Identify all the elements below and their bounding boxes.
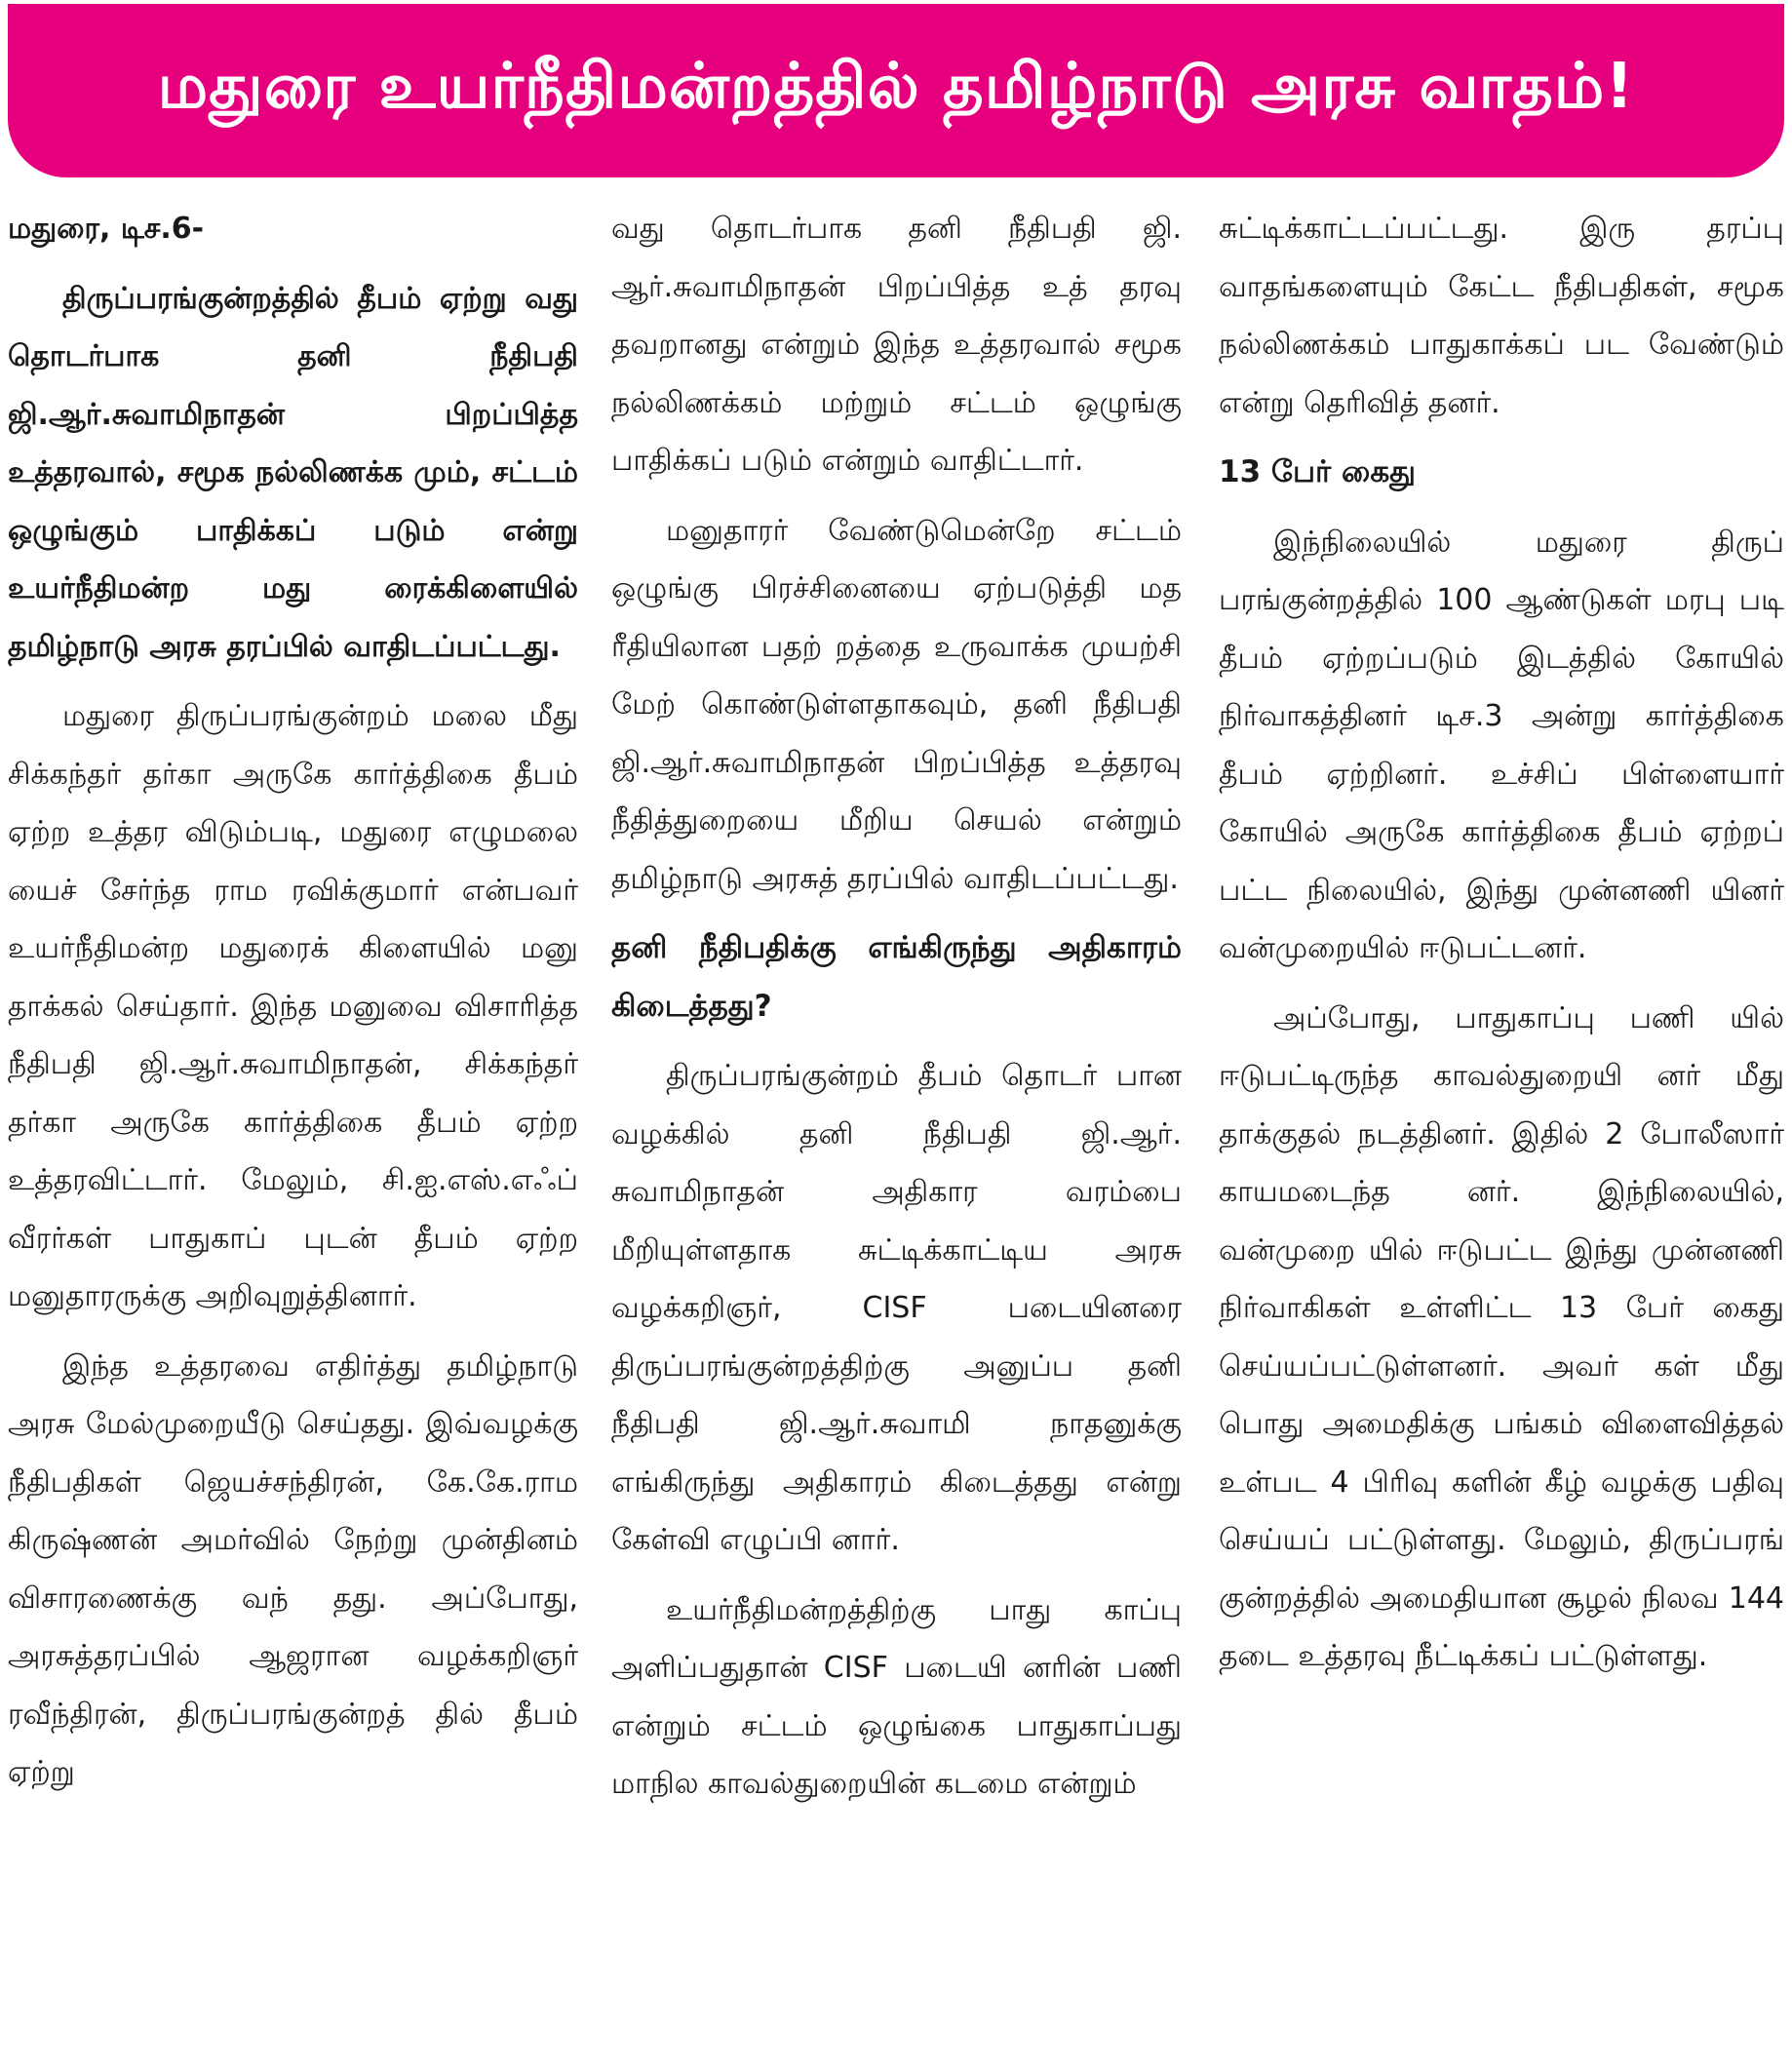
body-paragraph: வது தொடர்பாக தனி நீதிபதி ஜி. ஆர்.சுவாமிநாதன் பிறப்பித்த உத் தரவு தவறானது என்றும் இந்த உத்தரவால் சமூக நல்லிணக்கம் மற்றும் சட்டம் ஒழுங்கு பாதிக்கப் படும் என்றும் வாதிட்டார். [611,212,1182,478]
body-paragraph: மதுரை திருப்பரங்குன்றம் மலை மீது சிக்கந்தர் தர்கா அருகே கார்த்திகை தீபம் ஏற்ற உத்தர விடும்படி, மதுரை எழுமலை யைச் சேர்ந்த ராம ரவிக்குமார் என்பவர் உயர்நீதிமன்ற மதுரைக் கிளையில் மனு தாக்கல் செய்தார். இந்த மனுவை விசாரித்த நீதிபதி ஜி.ஆர்.சுவாமிநாதன், சிக்கந்தர் தர்கா அருகே கார்த்திகை தீபம் ஏற்ற உத்தரவிட்டார். மேலும், சி.ஐ.எஸ்.எஃப் வீரர்கள் பாதுகாப் புடன் தீபம் ஏற்ற மனுதாரருக்கு அறிவுறுத்தினார். [8,699,578,1313]
headline: மதுரை உயர்நீதிமன்றத்தில் தமிழ்நாடு அரசு வாதம்! [157,51,1635,123]
body-paragraph: உயர்நீதிமன்றத்திற்கு பாது காப்பு அளிப்பதுதான் CISF படையி னரின் பணி என்றும் சட்டம் ஒழுங்கை பாதுகாப்பது மாநில காவல்துறையின் கடமை என்றும் [611,1592,1182,1801]
headline-banner [8,4,1784,177]
subheading: தனி நீதிபதிக்கு எங்கிருந்து அதிகாரம் கிடைத்தது? [611,930,1182,1024]
subheading: 13 பேர் கைது [1219,454,1417,489]
article-column-1 [8,200,578,2057]
lead-paragraph: திருப்பரங்குன்றத்தில் தீபம் ஏற்று வது தொடர்பாக தனி நீதிபதி ஜி.ஆர்.சுவாமிநாதன் பிறப்பித்த உத்தரவால், சமூக நல்லிணக்க மும், சட்டம் ஒழுங்கும் பாதிக்கப் படும் என்று உயர்நீதிமன்ற மது ரைக்கிளையில் தமிழ்நாடு அரசு தரப்பில் வாதிடப்பட்டது. [8,281,578,664]
body-paragraph: இந்நிலையில் மதுரை திருப் பரங்குன்றத்தில் 100 ஆண்டுகள் மரபு படி தீபம் ஏற்றப்படும் இடத்தில் கோயில் நிர்வாகத்தினர் டிச.3 அன்று கார்த்திகை தீபம் ஏற்றினர். உச்சிப் பிள்ளையார் கோயில் அருகே கார்த்திகை தீபம் ஏற்றப் பட்ட நிலையில், இந்து முன்னணி யினர் வன்முறையில் ஈடுபட்டனர். [1219,525,1784,965]
body-paragraph: மனுதாரர் வேண்டுமென்றே சட்டம் ஒழுங்கு பிரச்சினையை ஏற்படுத்தி மத ரீதியிலான பதற் றத்தை உருவாக்க முயற்சி மேற் கொண்டுள்ளதாகவும், தனி நீதிபதி ஜி.ஆர்.சுவாமிநாதன் பிறப்பித்த உத்தரவு நீதித்துறையை மீறிய செயல் என்றும் தமிழ்நாடு அரசுத் தரப்பில் வாதிடப்பட்டது. [611,513,1182,896]
body-paragraph: அப்போது, பாதுகாப்பு பணி யில் ஈடுபட்டிருந்த காவல்துறையி னர் மீது தாக்குதல் நடத்தினர். இதில் 2 போலீஸார் காயமடைந்த னர். இந்நிலையில், வன்முறை யில் ஈடுபட்ட இந்து முன்னணி நிர்வாகிகள் உள்ளிட்ட 13 பேர் கைது செய்யப்பட்டுள்ளனர். அவர் கள் மீது பொது அமைதிக்கு பங்கம் விளைவித்தல் உள்பட 4 பிரிவு களின் கீழ் வழக்கு பதிவு செய்யப் பட்டுள்ளது. மேலும், திருப்பரங் குன்றத்தில் அமைதியான சூழல் நிலவ 144 தடை உத்தரவு நீட்டிக்கப் பட்டுள்ளது. [1219,1000,1784,1673]
article-column-2 [611,200,1182,2057]
body-paragraph: சுட்டிக்காட்டப்பட்டது. இரு தரப்பு வாதங்களையும் கேட்ட நீதிபதிகள், சமூக நல்லிணக்கம் பாதுகாக்கப் பட வேண்டும் என்று தெரிவித் தனர். [1219,212,1784,420]
body-paragraph: திருப்பரங்குன்றம் தீபம் தொடர் பான வழக்கில் தனி நீதிபதி ஜி.ஆர். சுவாமிநாதன் அதிகார வரம்பை மீறியுள்ளதாக சுட்டிக்காட்டிய அரசு வழக்கறிஞர், CISF படையினரை திருப்பரங்குன்றத்திற்கு அனுப்ப தனி நீதிபதி ஜி.ஆர்.சுவாமி நாதனுக்கு எங்கிருந்து அதிகாரம் கிடைத்தது என்று கேள்வி எழுப்பி னார். [611,1059,1182,1557]
body-paragraph: இந்த உத்தரவை எதிர்த்து தமிழ்நாடு அரசு மேல்முறையீடு செய்தது. இவ்வழக்கு நீதிபதிகள் ஜெயச்சந்திரன், கே.கே.ராம கிருஷ்ணன் அமர்வில் நேற்று முன்தினம் விசாரணைக்கு வந் தது. அப்போது, அரசுத்தரப்பில் ஆஜரான வழக்கறிஞர் ரவீந்திரன், திருப்பரங்குன்றத் தில் தீபம் ஏற்று [8,1348,578,1789]
dateline: மதுரை, டிச.6- [8,212,205,246]
article-column-3 [1219,200,1784,2057]
